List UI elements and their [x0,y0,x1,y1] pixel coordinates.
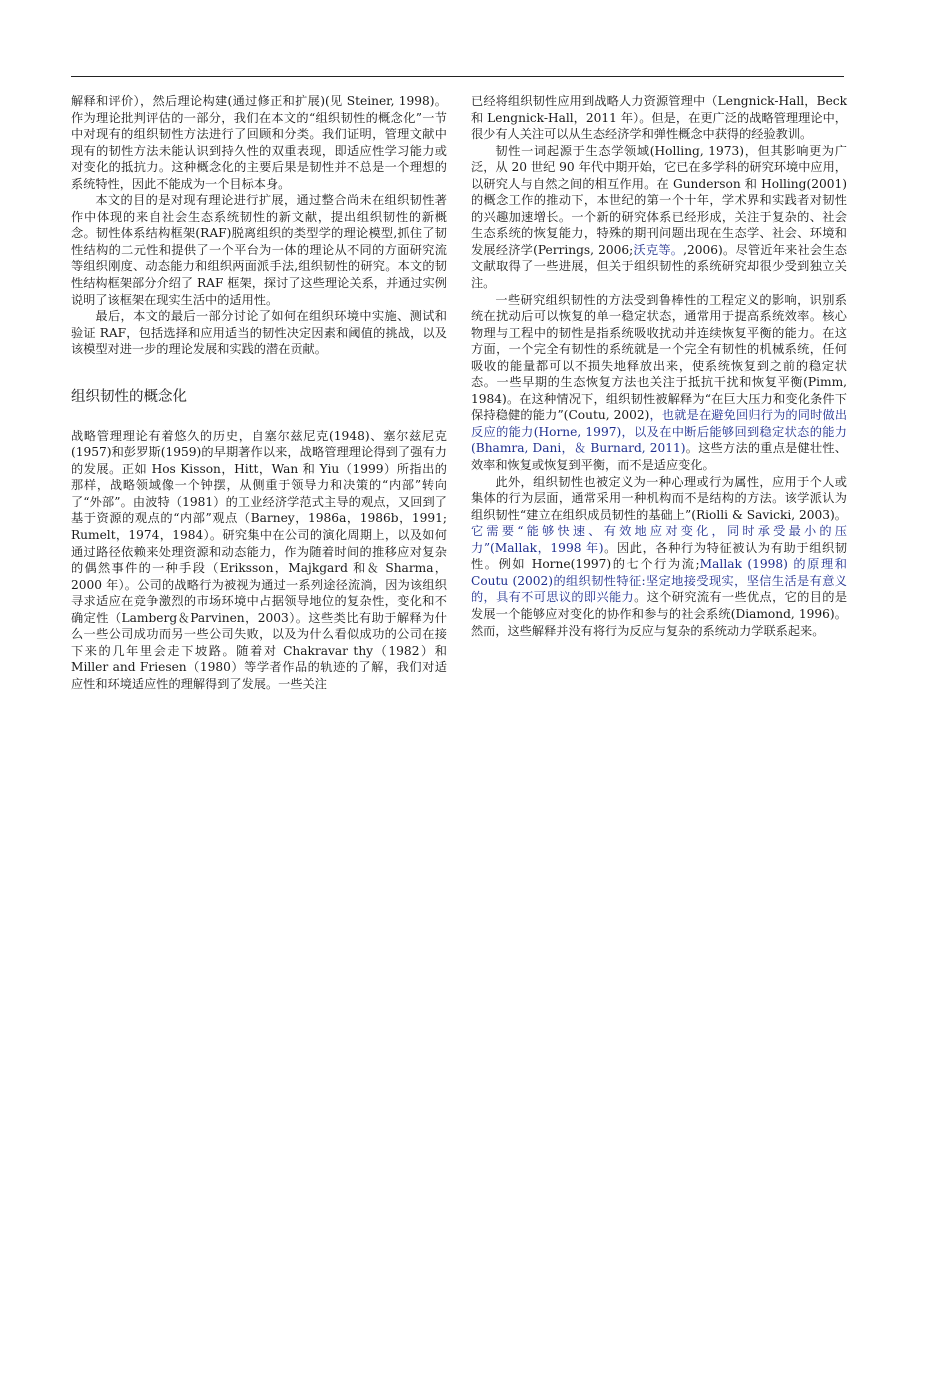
paragraph: 已经将组织韧性应用到战略人力资源管理中（Lengnick-Hall，Beck 和 Lengnick-Hall，2011 年）。但是，在更广泛的战略管理理论中，很少有人关注可以从生态经济学和弹性概念中获得的经验教训。 [471,94,847,142]
text-run: 。这个研究流有一些优点，它的目的是发展一个能够应对变化的协作和参与的社会系统(Diamond, 1996)。然而，这些解释并没有将行为反应与复杂的系统动力学联系起来。 [471,590,848,638]
paragraph: 战略管理理论有着悠久的历史，自塞尔兹尼克(1948)、塞尔兹尼克(1957)和彭罗斯(1959)的早期著作以来，战略管理理论得到了强有力的发展。正如 Hos Kisson，Hitt，Wan 和 Yiu（1999）所指出的那样，战略领域像一个钟摆，从侧重于领导力和决策的“内部”转向了“外部”。由波特（1981）的工业经济学范式主导的观点，又回到了基于资源的观点的“内部”观点（Barney，1986a，1986b，1991; Rumelt，1974，1984）。研究集中在公司的演化周期上，以及如何通过路径依赖来处理资源和动态能力，作为随着时间的推移应对复杂的偶然事件的一种手段（Eriksson，Majkgard 和＆ Sharma，2000 年）。公司的战略行为被视为通过一系列途径流淌，因为该组织寻求适应在竞争激烈的市场环境中占据领导地位的复杂性，变化和不确定性（Lamberg＆Parvinen，2003）。这些类比有助于解释为什么一些公司成功而另一些公司失败，以及为什么看似成功的公司在接下来的几年里会走下坡路。随着对 Chakravar thy（1982）和 Miller and Friesen（1980）等学者作品的轨迹的了解，我们对适应性和环境适应性的理解得到了发展。一些关注 [71,428,447,691]
paragraph: 本文的目的是对现有理论进行扩展，通过整合尚未在组织韧性著作中体现的来自社会生态系统韧性的新文献，提出组织韧性的新概念。韧性体系结构框架(RAF)脱离组织的类型学的理论模型,抓住了韧性结构的二元性和提供了一个平台为一体的理论从不同的方面研究流等组织刚度、动态能力和组织两面派手法,组织韧性的研究。本文的韧性结构框架部分介绍了 RAF 框架，探讨了这些理论关系，并通过实例说明了该框架在现实生活中的适用性。 [71,193,447,307]
highlighted-text: 沃克等。 [633,242,684,257]
paragraph [471,292,847,474]
text-run: 。因此，各种行为特征被认为有助于组织韧性。例如 Horne(1997)的七个行为流; [471,540,848,572]
paragraph: 最后，本文的最后一部分讨论了如何在组织环境中实施、测试和验证 RAF，包括选择和应用适当的韧性决定因素和阈值的挑战，以及该模型对进一步的理论发展和实践的潜在贡献。 [71,309,447,357]
highlighted-text: ，也就是在避免回归行为的同时做出反应的能力(Horne, 1997)，以及在中断后能够回到稳定状态的能力(Bhamra, Dani，＆ Burnard, 2011) [471,408,848,456]
highlighted-text: 它需要“能够快速、有效地应对变化，同时承受最小的压力”(Mallak，1998 年) [471,524,847,555]
right-column [471,93,847,639]
paragraph [471,474,847,639]
text-run: 。这些方法的重点是健壮性、效率和恢复或恢复到平衡，而不是适应变化。 [471,441,847,473]
section-heading: 组织韧性的概念化 [71,388,187,405]
left-column [71,93,447,693]
text-run: 韧性一词起源于生态学领域(Holling, 1973)，但其影响更为广泛，从 20 世纪 90 年代中期开始，它已在多学科的研究环境中应用，以研究人与自然之间的相互作用。在 Gunderson 和 Holling(2001)的概念工作的推动下，本世纪的第一个十年，学术界和实践者对韧性的兴趣加速增长。一个新的研究体系已经形成，关注于复杂的、社会生态系统的恢复能力，特殊的期刊问题出现在生态学、社会、环境和发展经济学(Perrings, 2006; [471,143,847,257]
text-run: 此外，组织韧性也被定义为一种心理或行为属性，应用于个人或集体的行为层面，通常采用一种机构而不是结构的方法。该学派认为组织韧性“建立在组织成员韧性的基础上”(Riolli & Savicki, 2003)。 [471,474,847,522]
text-run: ,2006)。尽管近年来社会生态文献取得了一些进展，但关于组织韧性的系统研究却很少受到独立关注。 [471,242,847,291]
header-rule [71,76,844,77]
paragraph: 解释和评价），然后理论构建(通过修正和扩展)(见 Steiner, 1998)。作为理论批判评估的一部分，我们在本文的“组织韧性的概念化”一节中对现有的组织韧性方法进行了回顾和分类。我们证明，管理文献中现有的韧性方法未能认识到持久性的双重表现，即适应性学习能力或对变化的抵抗力。这种概念化的主要后果是韧性并不总是一个理想的系统特性，因此不能成为一个目标本身。 [71,94,447,191]
text-run: 一些研究组织韧性的方法受到鲁棒性的工程定义的影响，识别系统在扰动后可以恢复的单一稳定状态，通常用于提高系统效率。核心物理与工程中的韧性是指系统吸收扰动并连续恢复平衡的能力。在这方面，一个完全有韧性的系统就是一个完全有韧性的机械系统，任何吸收的能量都可以不损失地释放出来，使系统恢复到之前的稳定状态。一些早期的生态恢复方法也关注于抵抗干扰和恢复平衡(Pimm, 1984)。在这种情况下，组织韧性被解释为“在巨大压力和变化条件下保持稳健的能力”(Coutu, 2002) [471,292,847,423]
highlighted-text: Mallak (1998) 的原理和 Coutu (2002)的组织韧性特征:坚定地接受现实，坚信生活是有意义的，具有不可思议的即兴能力 [471,557,847,605]
paragraph [471,143,847,292]
